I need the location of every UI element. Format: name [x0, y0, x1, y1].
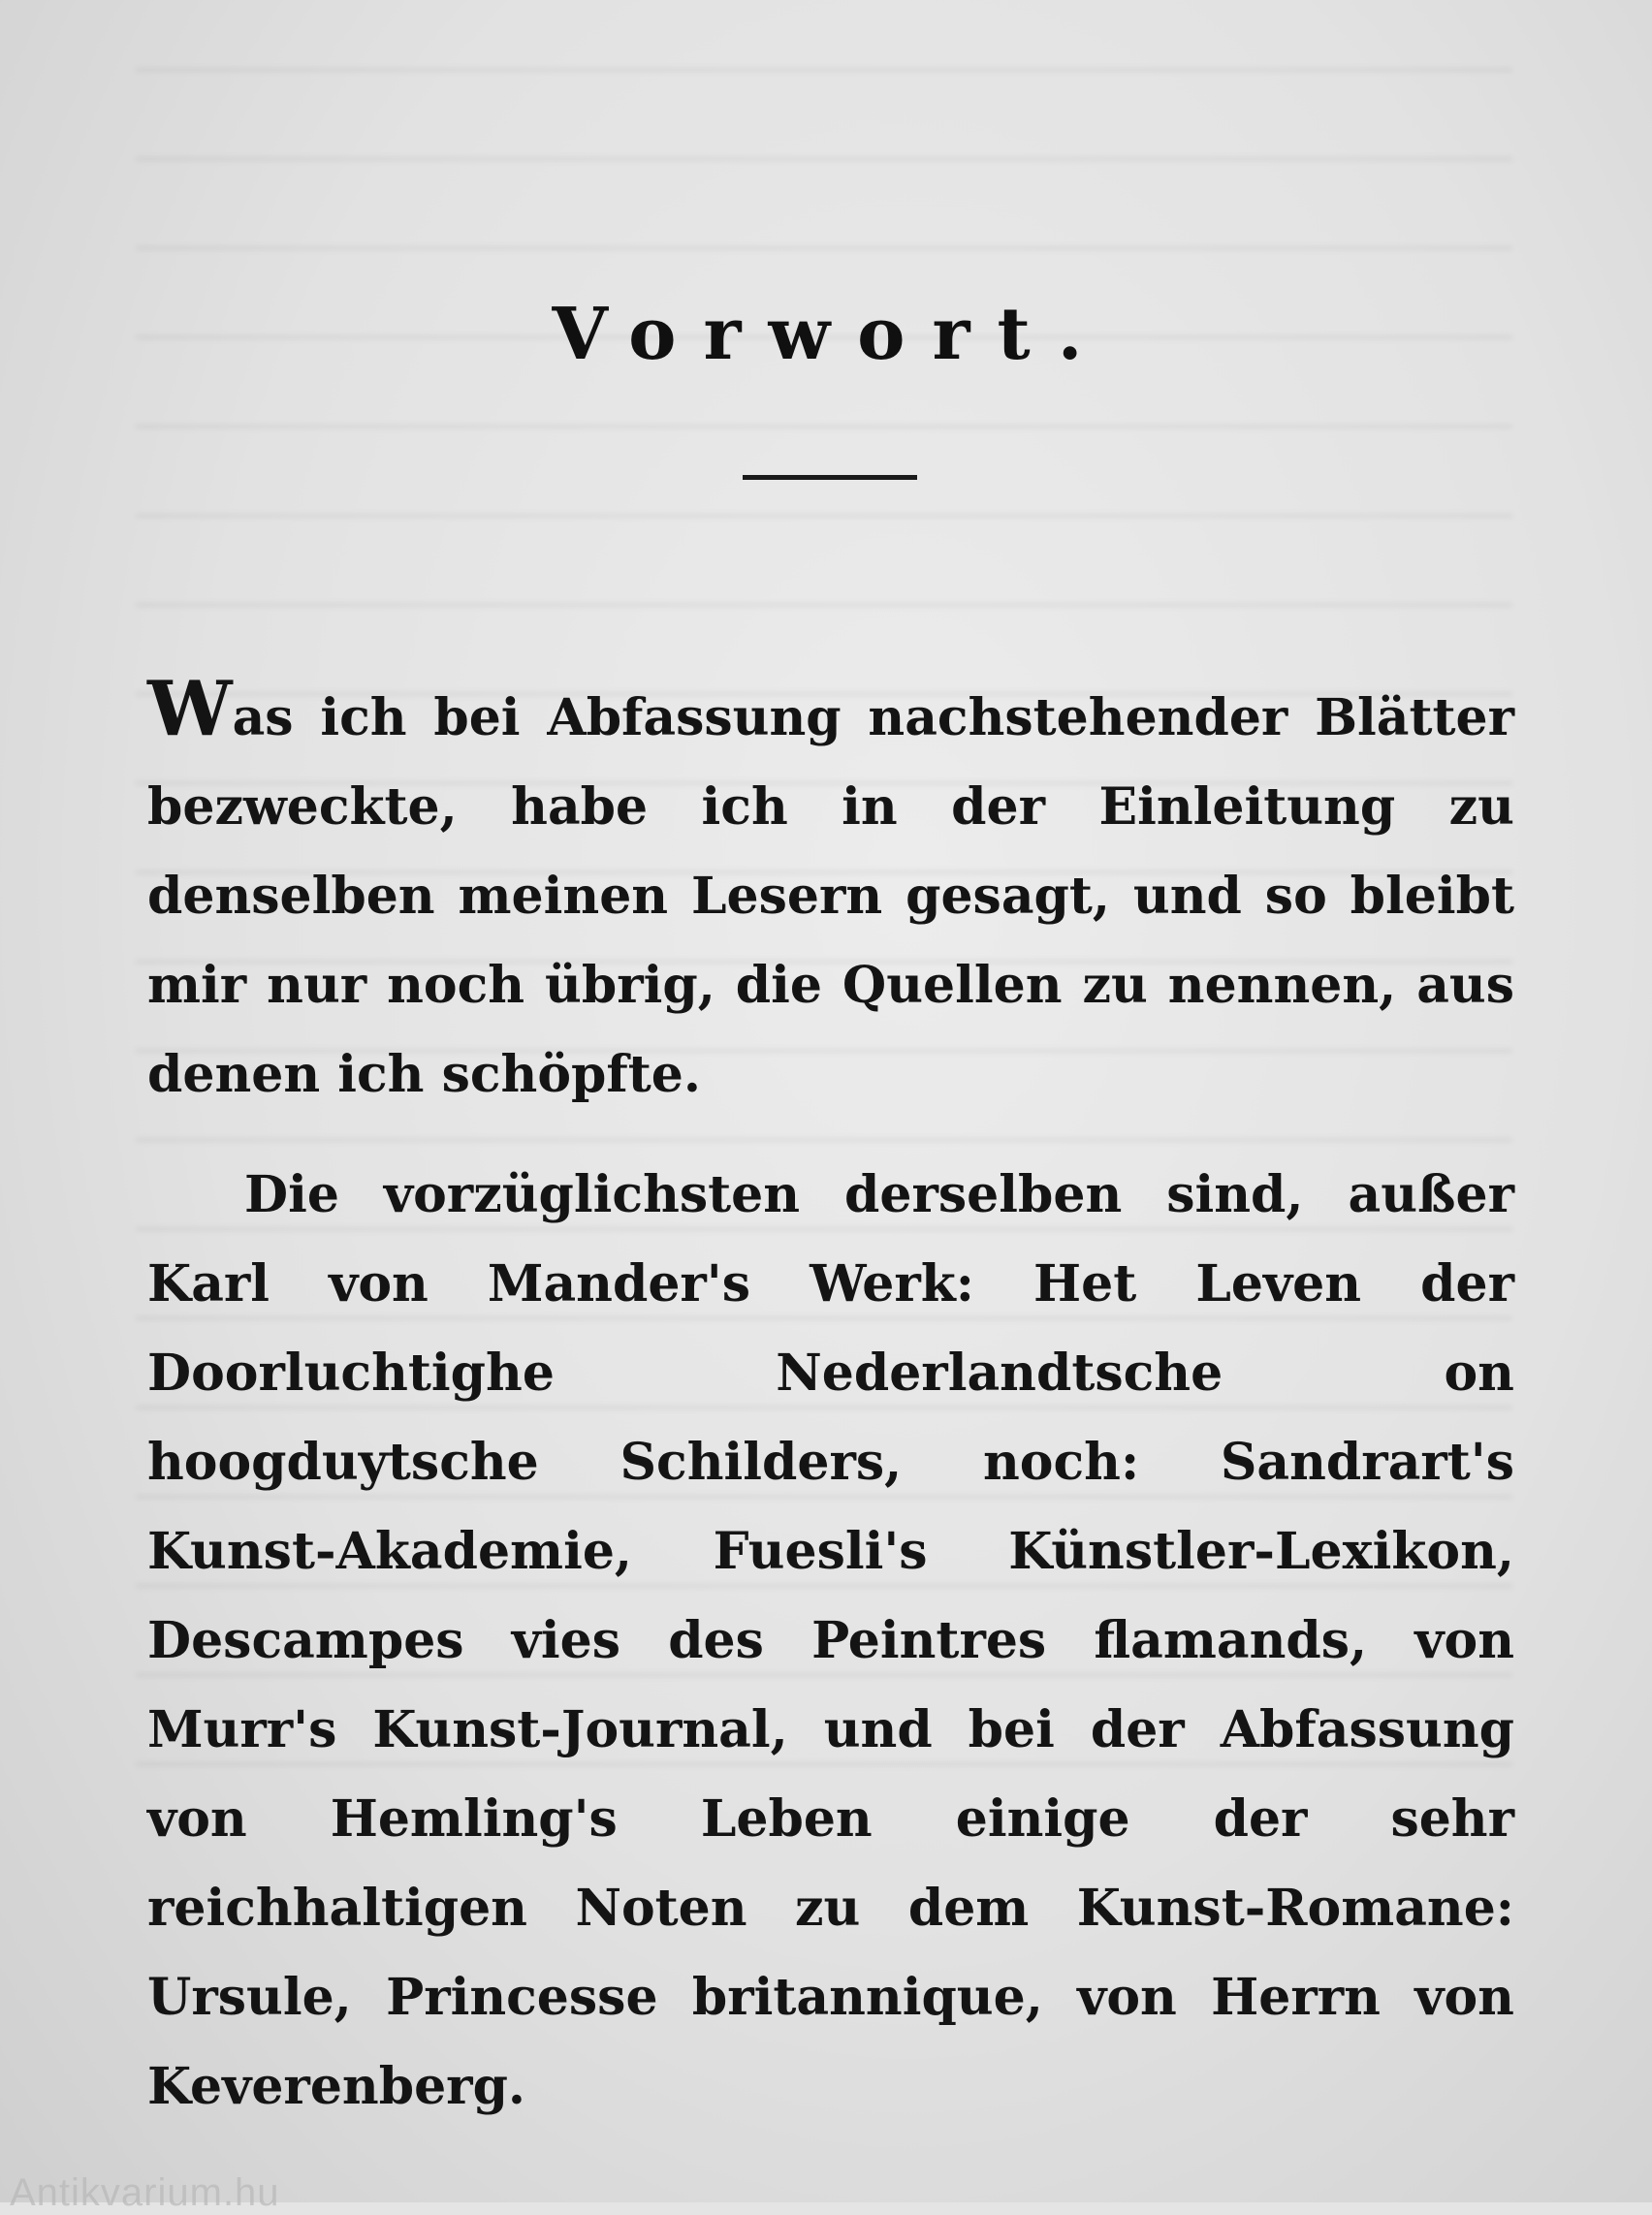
paragraph-1-text: as ich bei Abfassung nachstehender Blätter bezweckte, habe ich in der Einleitung zu denselben meinen Lesern gesagt, und so bleibt mir nur noch übrig, die Quellen zu nennen, aus denen ich schöpfte. [147, 688, 1514, 1104]
page-title: Vorwort. [552, 293, 1110, 376]
paragraph-2: Die vorzüglichsten derselben sind, außer Karl von Mander's Werk: Het Leven der Doorluchtighe Nederlandtsche on hoogduytsche Schilders, noch: Sandrart's Kunst-Akademie, Fuesli's Künstler-Lexikon, Descampes vies des Peintres flamands, von Murr's Kunst-Journal, und bei der Abfassung von Hemling's Leben einige der sehr reichhaltigen Noten zu dem Kunst-Romane: Ursule, Princesse britannique, von Herrn von Keverenberg. [147, 1165, 1514, 2116]
watermark: Antikvarium.hu [10, 2171, 280, 2214]
paragraph-1 [147, 665, 1514, 1120]
drop-initial: W [147, 665, 233, 753]
title-divider [743, 475, 917, 480]
